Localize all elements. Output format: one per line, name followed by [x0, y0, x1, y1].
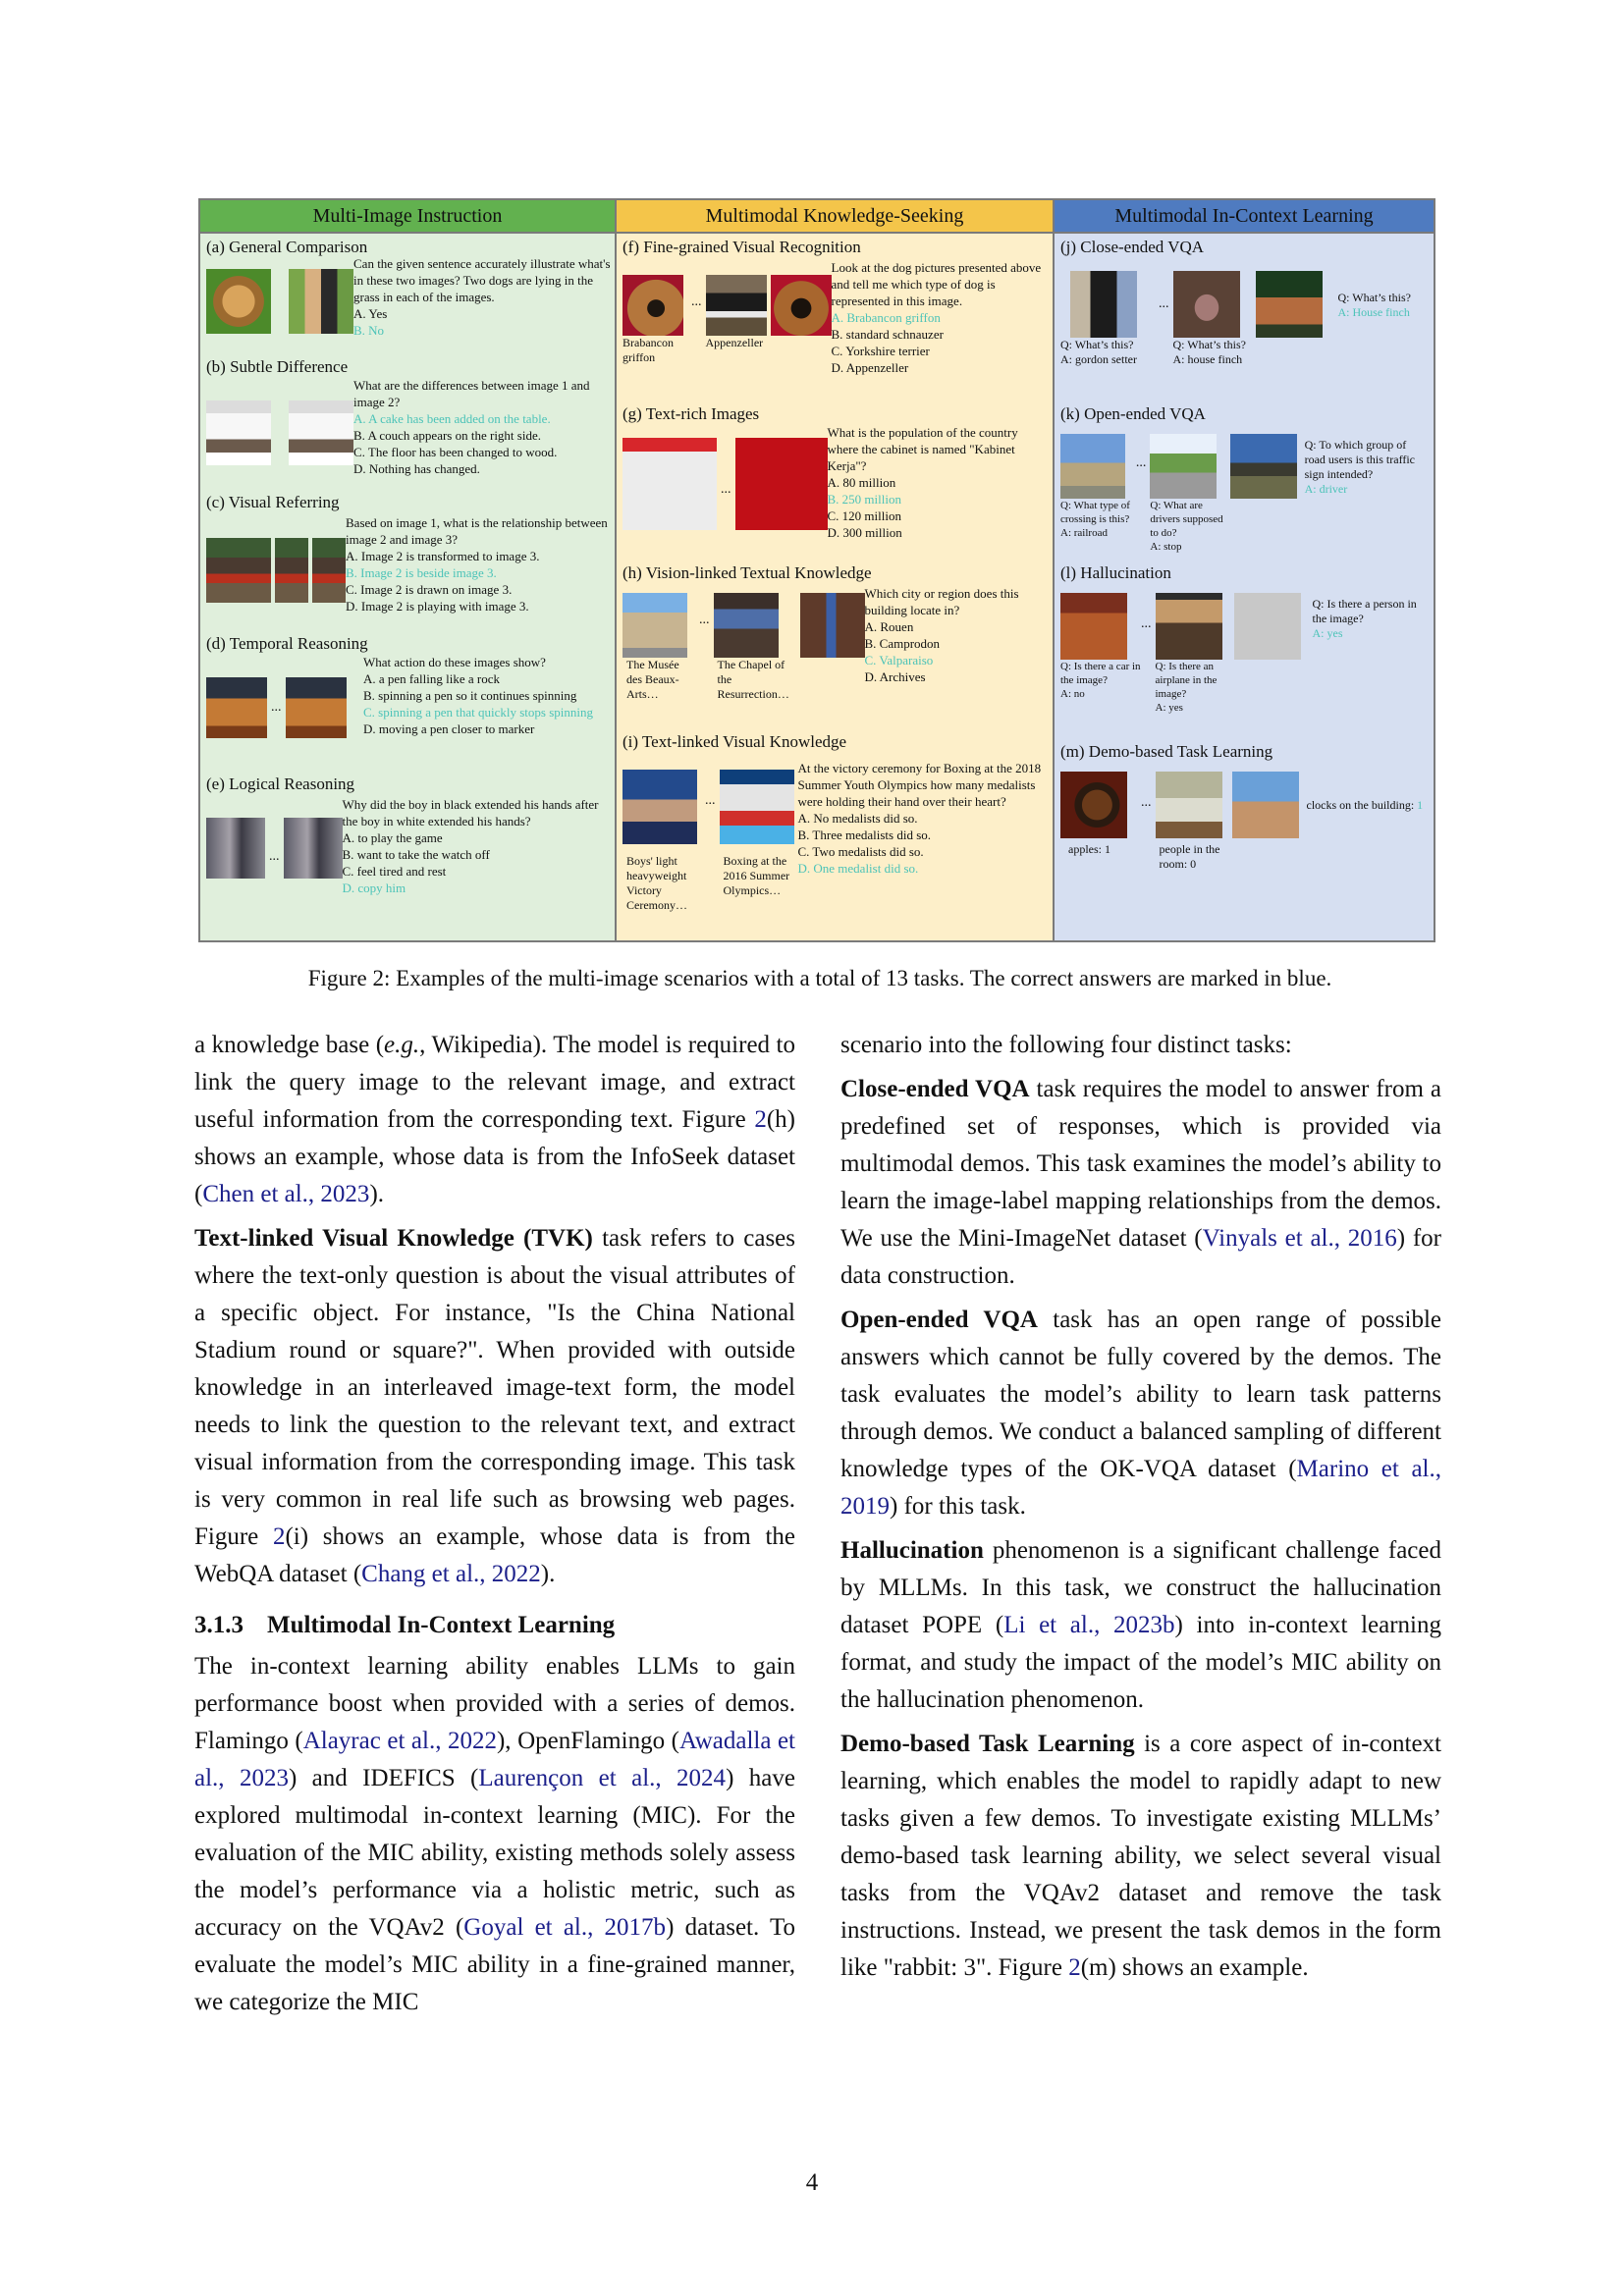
option-correct: B. 250 million	[827, 492, 901, 507]
task-title: (b) Subtle Difference	[206, 357, 349, 376]
kids-image	[206, 818, 265, 879]
column-multimodal-in-context-learning	[1055, 200, 1434, 940]
chapel-image	[714, 593, 779, 658]
task-subtle-difference	[206, 357, 611, 477]
option: D. Appenzeller	[831, 360, 909, 375]
question: Can the given sentence accurately illustrate what's in these two images? Two dogs are lying in the grass in each of the images.	[353, 256, 611, 304]
demo-question: Q: What are drivers supposed to do?	[1150, 500, 1223, 539]
page-number: 4	[805, 2169, 819, 2196]
stop-sign-image	[1150, 434, 1217, 499]
citation-link[interactable]: Alayrac et al., 2022	[302, 1728, 497, 1754]
query-stop-sign-image	[1230, 434, 1297, 499]
task-temporal-reasoning	[206, 634, 611, 738]
question: Look at the dog pictures presented above and tell me which type of dog is represented in this image.	[831, 260, 1042, 308]
option: D. Image 2 is playing with image 3.	[346, 599, 529, 614]
query-dog-image	[771, 275, 832, 336]
citation-link[interactable]: Goyal et al., 2017b	[463, 1914, 667, 1941]
demo-answer: A: gordon setter	[1060, 352, 1137, 366]
pen-image	[206, 677, 267, 738]
task-close-ended-vqa	[1060, 238, 1430, 367]
task-title: (f) Fine-grained Visual Recognition	[623, 238, 861, 256]
option: B. Three medalists did so.	[797, 828, 932, 842]
task-title: (h) Vision-linked Textual Knowledge	[623, 563, 872, 582]
question: Based on image 1, what is the relationship between image 2 and image 3?	[346, 515, 608, 547]
option: A. 80 million	[827, 475, 896, 490]
pizza-image	[1060, 593, 1127, 660]
option-correct: A. Brabancon griffon	[831, 310, 941, 325]
pen-image	[286, 677, 347, 738]
option: C. feel tired and rest	[342, 864, 447, 879]
option-correct: C. spinning a pen that quickly stops spinning	[363, 705, 593, 720]
citation-link[interactable]: Laurençon et al., 2024	[478, 1765, 727, 1791]
query-snow-image	[1234, 593, 1301, 660]
option: B. want to take the watch off	[342, 847, 490, 862]
ellipsis: ...	[691, 294, 702, 309]
question: Why did the boy in black extended his hands after the boy in white extended his hands?	[342, 797, 599, 828]
option: C. 120 million	[827, 508, 901, 523]
task-visual-referring	[206, 493, 611, 614]
option-correct: A. A cake has been added on the table.	[353, 411, 551, 426]
dog-image	[706, 275, 767, 336]
task-vision-linked-textual-knowledge	[623, 563, 1049, 702]
question: At the victory ceremony for Boxing at the 2018 Summer Youth Olympics how many medalists were holding their hand over their heart?	[797, 761, 1042, 809]
option: B. standard schnauzer	[831, 327, 944, 342]
paragraph: scenario into the following four distinct tasks:	[840, 1032, 1292, 1058]
question: What is the population of the country where the cabinet is named "Kabinet Kerja"?	[827, 425, 1018, 473]
setter-image	[1070, 271, 1137, 338]
query-question: Q: Is there a person in the image?	[1312, 597, 1417, 625]
option: D. moving a pen closer to marker	[363, 721, 535, 736]
paragraph: Open-ended VQA task has an open range of possible answers which cannot be fully covered by the demos. The task evaluates the model’s ability to learn task patterns through demos. We conduct a balanced sampling of different knowledge types of the OK-VQA dataset (Marino et al., 2019) for this task.	[840, 1307, 1442, 1520]
option: A. Rouen	[864, 619, 914, 634]
citation-link[interactable]: Vinyals et al., 2016	[1202, 1225, 1397, 1252]
boxing-image	[720, 770, 794, 844]
task-title: (k) Open-ended VQA	[1060, 404, 1206, 423]
query-building-image	[800, 593, 865, 658]
citation-link[interactable]: Awadalla et al., 2023	[194, 1728, 795, 1791]
option: A. to play the game	[342, 830, 443, 845]
railroad-image	[1060, 434, 1125, 499]
option: A. No medalists did so.	[797, 811, 918, 826]
figure-ref-link[interactable]: 2	[272, 1523, 286, 1550]
finch-image	[1173, 271, 1240, 338]
query-answer-correct: A: yes	[1312, 626, 1343, 640]
demo-answer: A: no	[1060, 688, 1085, 700]
option-correct: D. One medalist did so.	[797, 861, 919, 876]
query-answer-correct: A: driver	[1304, 482, 1348, 496]
task-title: (c) Visual Referring	[206, 493, 340, 511]
figure-caption: Figure 2: Examples of the multi-image scenarios with a total of 13 tasks. The correct answers are marked in blue.	[307, 966, 1332, 990]
paragraph: Hallucination phenomenon is a significant challenge faced by MLLMs. In this task, we construct the hallucination dataset POPE (Li et al., 2023b) into in-context learning format, and study the impact of the model’s MIC ability on the hallucination phenomenon.	[840, 1537, 1441, 1713]
elephant-crop-image	[312, 538, 346, 603]
ellipsis: ...	[721, 481, 731, 497]
question: What are the differences between image 1 and image 2?	[353, 378, 590, 409]
demo-question: Q: What’s this?	[1172, 338, 1246, 351]
query-question: Q: To which group of road users is this traffic sign intended?	[1304, 438, 1416, 481]
option-correct: B. No	[353, 323, 385, 338]
dog-image	[289, 269, 353, 334]
task-logical-reasoning	[206, 774, 611, 896]
image-label: The Musée des Beaux-Arts…	[626, 658, 679, 701]
demo-question: Q: Is there an airplane in the image?	[1155, 661, 1218, 700]
paragraph: Demo-based Task Learning is a core aspect of in-context learning, which enables the model to rapidly adapt to new tasks given a few demos. To investigate existing MLLMs’ demo-based task learning ability, we select several visual tasks from the VQAv2 dataset and remove the task instructions. Instead, we present the task demos in the form like "rabbit: 3". Figure 2(m) shows an example.	[840, 1731, 1441, 1981]
task-title: (a) General Comparison	[206, 238, 368, 256]
option: D. Nothing has changed.	[353, 461, 480, 476]
infographic-image	[735, 438, 828, 530]
ellipsis: ...	[1135, 455, 1147, 470]
elephant-image	[206, 538, 271, 603]
task-general-comparison	[206, 238, 611, 339]
museum-image	[623, 593, 687, 658]
task-text-linked-visual-knowledge	[623, 732, 1049, 913]
option: C. Two medalists did so.	[797, 844, 924, 859]
column-header: Multi-Image Instruction	[200, 200, 615, 234]
option-correct: B. Image 2 is beside image 3.	[346, 565, 497, 580]
option-correct: D. copy him	[342, 881, 406, 895]
dog-image	[206, 269, 271, 334]
task-title: (i) Text-linked Visual Knowledge	[623, 732, 847, 751]
apples-image	[1060, 772, 1127, 838]
body-left-column	[194, 1027, 795, 2028]
demo-answer: A: house finch	[1172, 352, 1243, 366]
image-label: The Chapel of the Resurrection…	[717, 658, 789, 701]
body-right-column	[840, 1027, 1441, 1994]
option: A. Yes	[353, 306, 388, 321]
room-image	[1156, 772, 1222, 838]
option: D. Archives	[864, 669, 926, 684]
option: A. Image 2 is transformed to image 3.	[346, 549, 540, 563]
demo-question: Q: Is there a car in the image?	[1060, 661, 1141, 686]
figure-ref-link[interactable]: 2	[754, 1106, 767, 1133]
ellipsis: ...	[1141, 616, 1152, 631]
task-title: (m) Demo-based Task Learning	[1060, 742, 1273, 761]
room-image	[206, 400, 271, 465]
paragraph: a knowledge base (e.g., Wikipedia). The model is required to link the query image to the relevant image, and extract useful information from the corresponding text. Figure 2(h) shows an example, whose data is from the InfoSeek dataset (Chen et al., 2023).	[194, 1032, 795, 1207]
image-label: Appenzeller	[705, 336, 764, 349]
kids-image	[284, 818, 343, 879]
query-question: clocks on the building:	[1306, 798, 1418, 812]
demo-answer: A: stop	[1150, 541, 1182, 553]
column-multimodal-knowledge-seeking	[617, 200, 1055, 940]
image-label: Boxing at the 2016 Summer Olympics…	[723, 854, 790, 897]
option: B. Camprodon	[864, 636, 941, 651]
ellipsis: ...	[699, 613, 710, 627]
demo-text: people in the room: 0	[1159, 842, 1220, 871]
query-building-image	[1232, 772, 1299, 838]
task-title: (j) Close-ended VQA	[1060, 238, 1205, 256]
demo-question: Q: What type of crossing is this?	[1060, 500, 1130, 525]
elephant-crop-image	[275, 538, 308, 603]
task-title: (l) Hallucination	[1060, 563, 1171, 582]
demo-question: Q: What’s this?	[1060, 338, 1134, 351]
query-answer-correct: A: House finch	[1337, 305, 1410, 319]
task-title: (d) Temporal Reasoning	[206, 634, 368, 653]
option: A. a pen falling like a rock	[363, 671, 500, 686]
airplane-image	[1156, 593, 1222, 660]
ellipsis: ...	[271, 700, 282, 715]
option: B. A couch appears on the right side.	[353, 428, 541, 443]
column-header: Multimodal Knowledge-Seeking	[617, 200, 1053, 234]
ellipsis: ...	[705, 793, 716, 808]
paragraph: Text-linked Visual Knowledge (TVK) task refers to cases where the text-only question is about the visual attributes of a specific object. For instance, "Is the China National Stadium round or square?". When provided with outside knowledge in an interleaved image-text form, the model needs to link the question to the relevant text, and extract visual information from the corresponding image. This task is very common in real life such as browsing web pages. Figure 2(i) shows an example, whose data is from the WebQA dataset (Chang et al., 2022).	[194, 1225, 795, 1587]
demo-answer: A: railroad	[1060, 527, 1108, 539]
option: C. The floor has been changed to wood.	[353, 445, 558, 459]
paragraph: Close-ended VQA task requires the model to answer from a predefined set of responses, which is provided via multimodal demos. This task examines the model’s ability to learn the image-label mapping relationships from the demos. We use the Mini-ImageNet dataset (Vinyals et al., 2016) for data construction.	[840, 1076, 1441, 1289]
task-text-rich-images	[623, 404, 1049, 541]
image-label: Brabancon griffon	[623, 336, 674, 364]
ellipsis: ...	[1141, 795, 1152, 810]
image-label: Boys' light heavyweight Victory Ceremony…	[626, 854, 687, 912]
option: C. Yorkshire terrier	[831, 344, 930, 358]
ellipsis: ...	[1159, 296, 1169, 311]
option: D. 300 million	[827, 525, 902, 540]
demo-text: apples: 1	[1068, 842, 1110, 856]
query-finch-image	[1256, 271, 1323, 338]
task-title: (e) Logical Reasoning	[206, 774, 355, 793]
section-heading: 3.1.3 Multimodal In-Context Learning	[194, 1612, 616, 1638]
room-image	[289, 400, 353, 465]
ceremony-image	[623, 770, 697, 844]
task-title: (g) Text-rich Images	[623, 404, 760, 423]
task-demo-based-learning	[1060, 742, 1430, 872]
option: C. Image 2 is drawn on image 3.	[346, 582, 513, 597]
option-correct: C. Valparaiso	[864, 653, 934, 667]
paragraph: The in-context learning ability enables LLMs to gain performance boost when provided with a series of demos. Flamingo (Alayrac et al., 2022), OpenFlamingo (Awadalla et al., 2023) and IDEFICS (Laurençon et al., 2024) have explored multimodal in-context learning (MIC). For the evaluation of the MIC ability, existing methods solely assess the model’s performance via a holistic metric, such as accuracy on the VQAv2 (Goyal et al., 2017b) dataset. To evaluate the model’s MIC ability in a fine-grained manner, we categorize the MIC	[194, 1653, 796, 2015]
citation-link[interactable]: Marino et al., 2019	[840, 1456, 1441, 1520]
document-image	[623, 438, 717, 530]
figure-ref-link[interactable]: 2	[1068, 1954, 1081, 1981]
citation-link[interactable]: Chang et al., 2022	[361, 1561, 541, 1587]
figure-2	[198, 198, 1435, 942]
task-hallucination	[1060, 563, 1430, 715]
column-header: Multimodal In-Context Learning	[1055, 200, 1434, 234]
ellipsis: ...	[269, 849, 280, 864]
task-open-ended-vqa	[1060, 404, 1430, 554]
query-question: Q: What’s this?	[1337, 291, 1411, 304]
query-answer-correct: 1	[1417, 798, 1424, 812]
citation-link[interactable]: Li et al., 2023b	[1003, 1612, 1175, 1638]
demo-answer: A: yes	[1155, 702, 1183, 714]
option: B. spinning a pen so it continues spinning	[363, 688, 577, 703]
citation-link[interactable]: Chen et al., 2023	[202, 1181, 370, 1207]
column-multi-image-instruction	[200, 200, 617, 940]
dog-image	[623, 275, 683, 336]
question: What action do these images show?	[363, 655, 546, 669]
task-fine-grained-recognition	[623, 238, 1049, 376]
question: Which city or region does this building locate in?	[864, 586, 1019, 617]
